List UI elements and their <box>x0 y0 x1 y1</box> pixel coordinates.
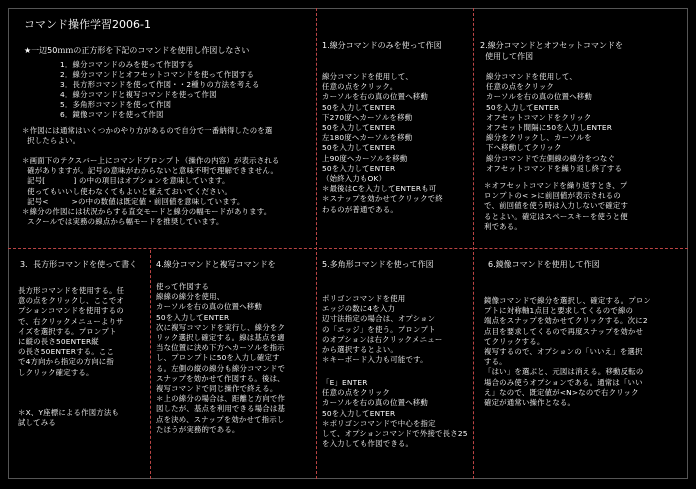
grid-divider-h <box>8 248 688 249</box>
grid-divider-v3 <box>150 250 151 479</box>
panel3-body: 長方形コマンドを使用する。任 意の点をクリックし、ここでオ プションコマンドを使用するの で、右クリックメニューよりサ イズを選択する。プロンプト に縦の長さ50ENTER縦 の長さ50ENTERする。ここ で4方向から指定の方向に指 しクリック確定する。 <box>18 286 125 377</box>
panel3-heading: 3．長方形コマンドを使って書く <box>20 260 138 269</box>
panel1-body: 線分コマンドを使用して、 任意の点をクリック。 カーソルを右の真の位置へ移動 50を入力してENTER 下270度へカーソルを移動 50を入力してENTER 左180度へカーソルを移動 50を入力してENTER 上90度へカーソルを移動 50を入力してENTER （始終入力もOK） ＊最後はCを入力してENTERも可 ＊スナップを効かせてクリックで終 わるのが普通である。 <box>322 72 443 214</box>
intro-item-6: 6．鏡像コマンドを使って作図 <box>60 110 164 119</box>
panel2-heading: 2.線分コマンドとオフセットコマンドを 使用して作図 <box>480 41 623 61</box>
panel6-heading: 6.鏡像コマンドを使用して作図 <box>488 260 600 269</box>
sheet-title: コマンド操作学習2006-1 <box>24 18 151 31</box>
intro-item-5: 5．多角形コマンドを使って作図 <box>60 100 172 109</box>
panel2-body: 線分コマンドを使用して、 任意の点をクリック カーソルを右の真の位置へ移動 50を入力してENTER オフセットコマンドをクリック オフセット間隔に50を入力しENTER 線分をクリックし、カーソルを 下へ移動してクリック 線分コマンドで左側線の線分をつなぐ オフセットコマンドを繰り返し終了する <box>486 72 623 173</box>
panel4-body: 使って作図する 線線の線分を使用、 カーソルを右の真の位置へ移動 50を入力してENTER 次に複写コマンドを実行し、線分をク リック選択し確定する。線は基点を適 当な位置に決め下方へカーソルを指示 し、プロンプトに50を入力し確定す る。左側の縦の線分も線分コマンドで スナップを効かせて作図する。後は、 複写コマンドで同じ操作で終える。 ＊上の線分の場合は、距離と方向で作 図したが、基点を利用できる場合は基 点を決め、スナップを効かせて指示し たほうが実務的である。 <box>156 282 286 434</box>
panel5-body: ポリゴンコマンドを使用 エッジの数に4を入力 辺寸法指定の場合は、オプション の「エッジ」を使う。プロンプト のオプションは右クリックメニュー から選択するとよい。 ＊キーボード入力も可能です。 <box>322 294 443 365</box>
panel5-body2: 「E」ENTER 任意の点をクリック カーソルを右の真の位置へ移動 50を入力してENTER ＊ポリゴンコマンドで中心を指定 して、オプションコマンドで外接で長さ25 を入力しても作図できる。 <box>322 378 468 449</box>
intro-item-4: 4．線分コマンドと複写コマンドを使って作図 <box>60 90 217 99</box>
grid-divider-v1 <box>316 8 317 479</box>
panel2-note: ＊オフセットコマンドを繰り返すとき、プ ロンプトの< >に前回値が表示されるの で、前回値を使う時は入力しないで確定す るとよい。確定はスペースキーを使うと便 利である。 <box>484 181 629 231</box>
panel4-heading: 4.線分コマンドと複写コマンドを <box>156 260 276 269</box>
grid-divider-v2 <box>473 8 474 479</box>
panel6-body: 鏡像コマンドで線分を選択し、確定する。プロン プトに対称軸1点目と要求してくるので線の 端点をスナップを効かせてクリックする。次に2 点目を要求してくるので再度スナップを効かせ てクリックする。 複写するので、オプションの「いいえ」を選択 する。 「はい」を選ぶと、元図は消える。移動反転の 場合のみ使うオプションである。通常は「いい え」なので、既定値が<N>なので右クリック 確定が通常い操作となる。 <box>484 296 651 408</box>
intro-item-2: 2．線分コマンドとオフセットコマンドを使って作図する <box>60 70 255 79</box>
panel3-note: ＊X、Y座標による作図方法も 試してみる <box>18 408 120 428</box>
panel1-heading: 1.線分コマンドのみを使って作図 <box>322 41 442 50</box>
intro-note-2: ＊画面下のテクスバー上にコマンドプロンプト（操作の内容）が表示される 確がありますが。記号の意味がわからないと意味不明で理解できません。 記号[ ] の中の項目はオプションを意味しています。 使ってもいいし使わなくてもよいと覚えておいてください。 記号< >の中の数値は既定値・前回値を意味しています。 ＊線分の作図には状況からする直交モードと線分の幅モードがあります。 スクールでは実務の線点から幅モードを推奨しています。 <box>22 156 280 227</box>
intro-heading: ★一辺50ｍｍの正方形を下記のコマンドを使用し作図しなさい <box>24 46 250 55</box>
intro-note-1: ＊作図には通常はいくつかのやり方があるので自分で一番納得したのを選 択したらよい。 <box>22 126 273 146</box>
panel5-heading: 5.多角形コマンドを使って作図 <box>322 260 434 269</box>
intro-item-1: 1．線分コマンドのみを使って作図する <box>60 60 194 69</box>
intro-item-3: 3．長方形コマンドを使って作図・・2種りの方法を考える <box>60 80 260 89</box>
